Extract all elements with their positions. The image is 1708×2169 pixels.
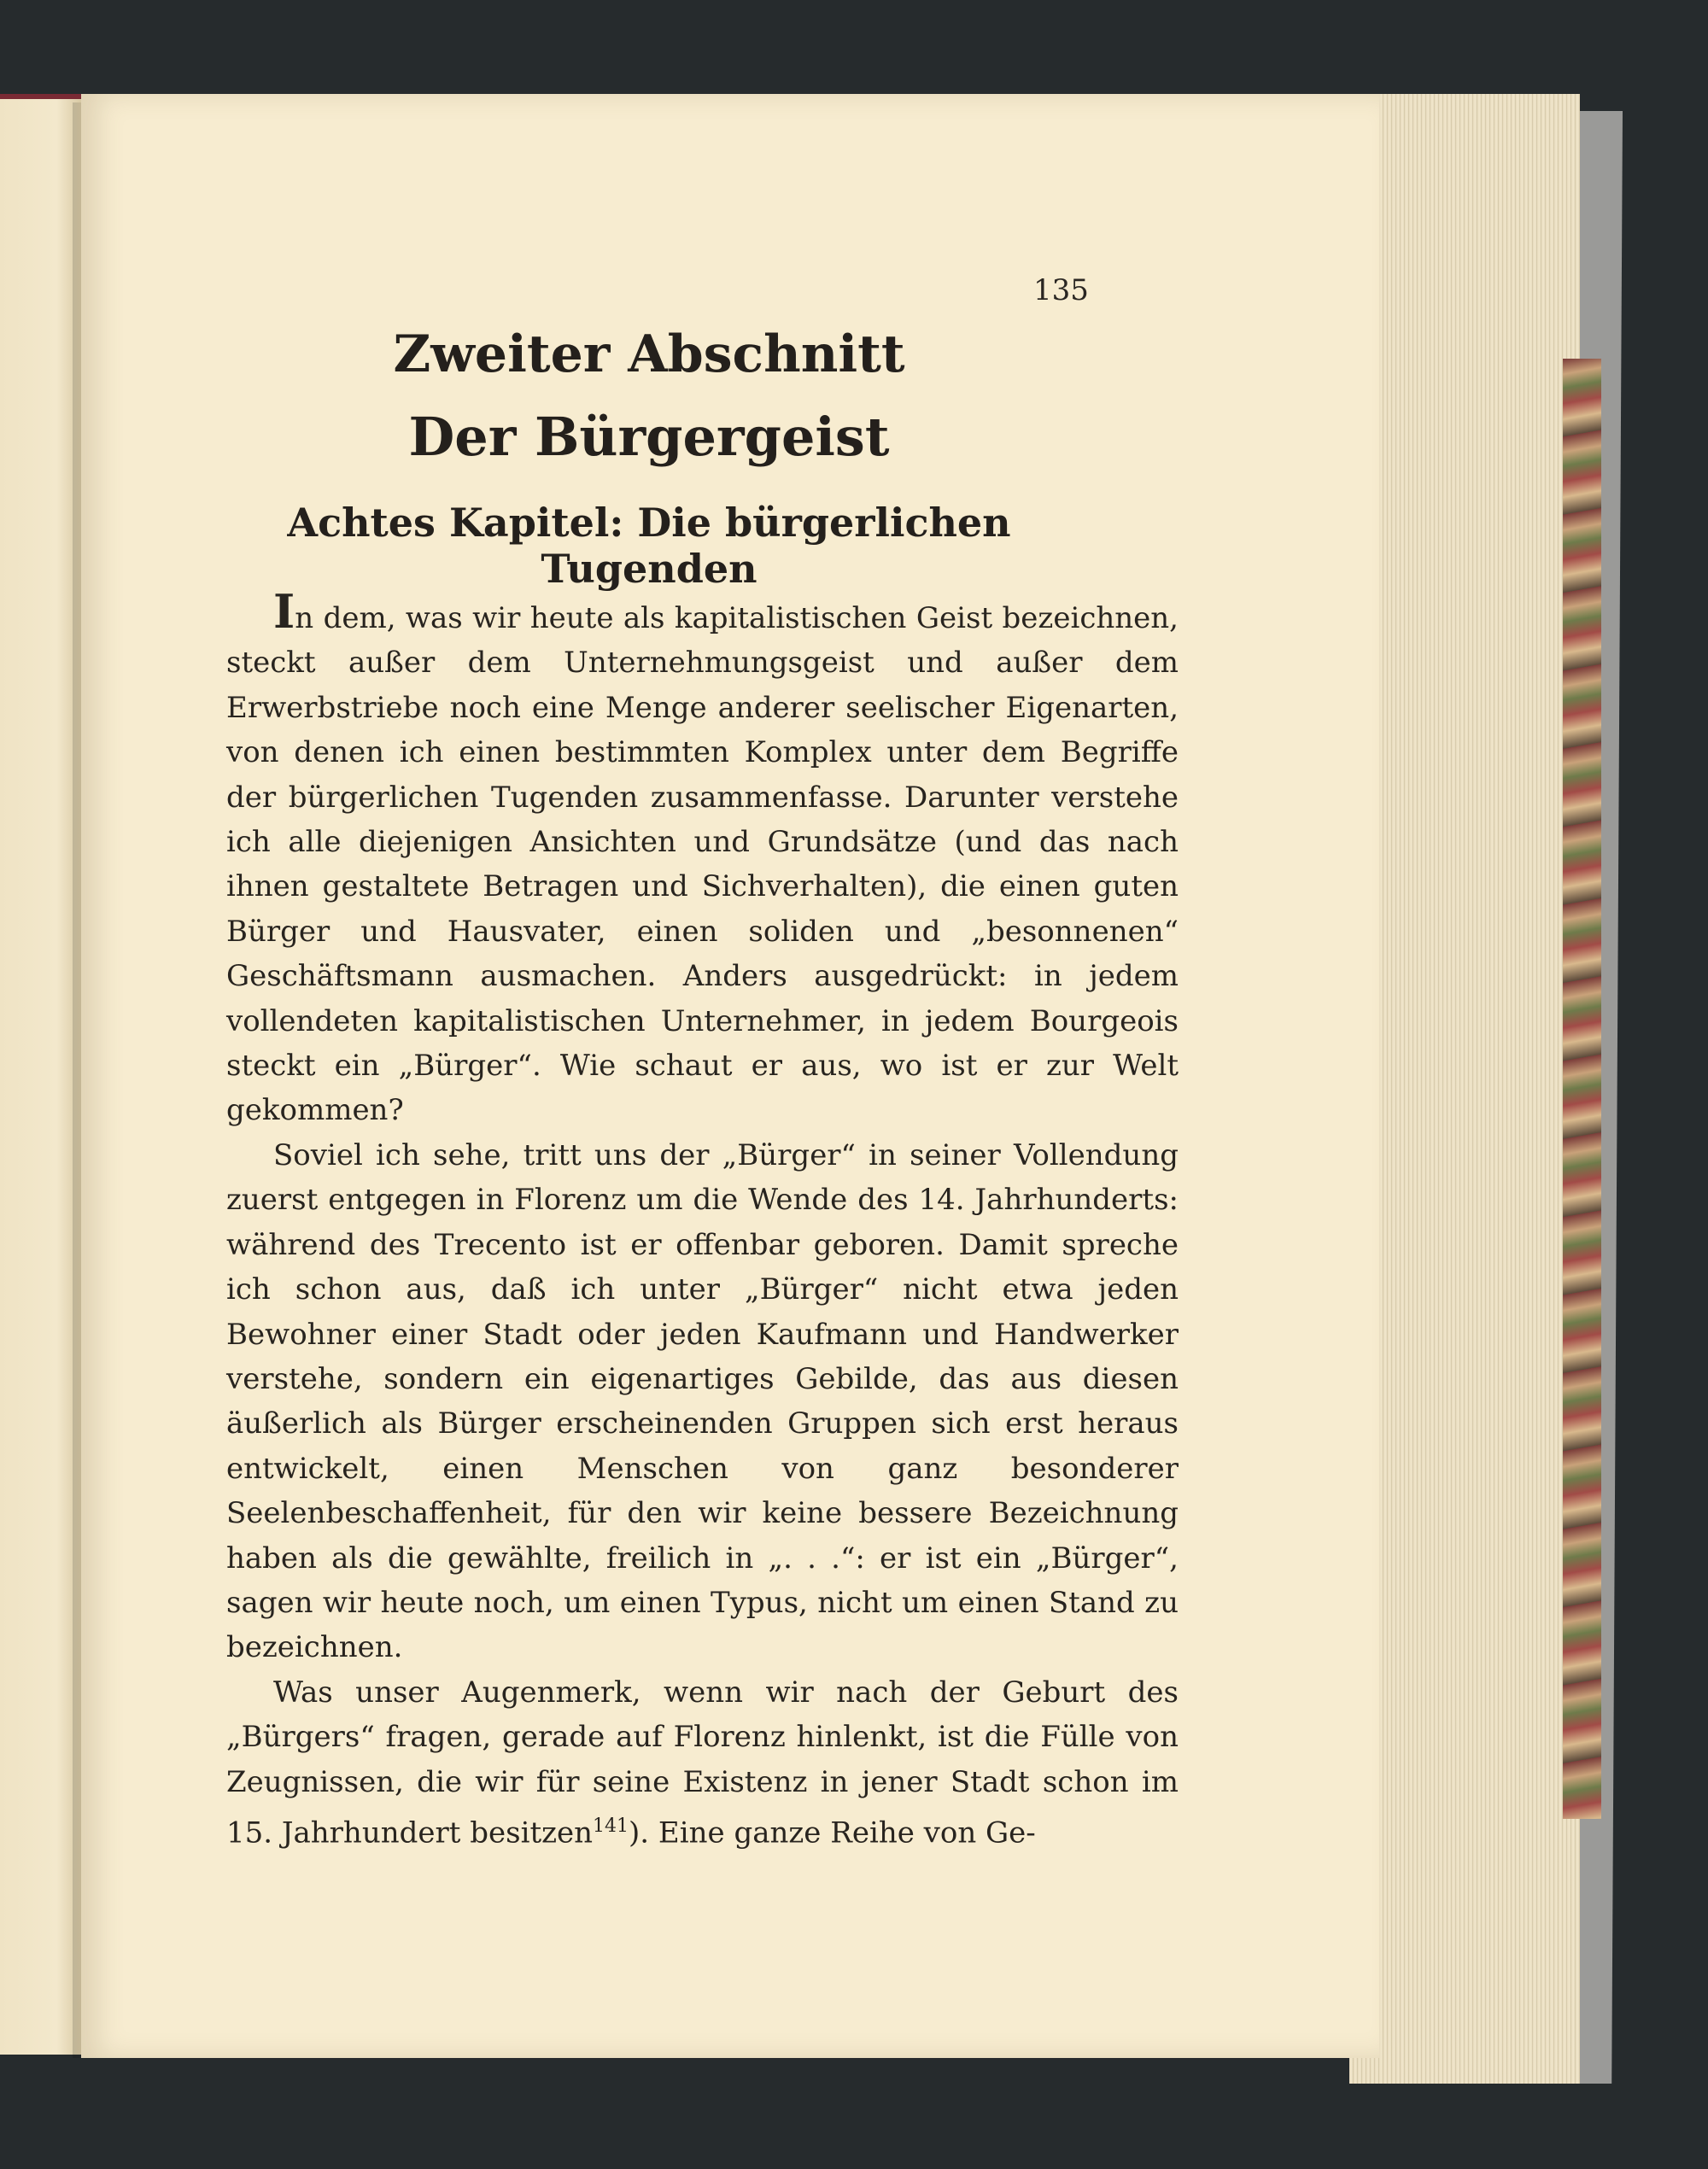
paragraph-tail: ). Eine ganze Reihe von Ge- (629, 1815, 1036, 1850)
left-page-edge (0, 94, 81, 2055)
marbled-edge (1563, 359, 1601, 1819)
body-text (226, 584, 1179, 1856)
page-number: 135 (1033, 273, 1089, 307)
paragraph-1 (226, 584, 1179, 1133)
page-block-edges (1349, 94, 1580, 2084)
drop-cap: I (273, 584, 295, 639)
book-page (81, 94, 1379, 2058)
paragraph-text: Soviel ich sehe, tritt uns der „Bürger“ in seiner Vollendung zuerst entgegen in Florenz um die Wende des 14. Jahrhunderts: während des Trecento ist er offenbar geboren. Damit spreche ich schon aus, daß ich unter „Bürger“ nicht etwa jeden Bewohner einer Stadt oder jeden Kaufmann und Handwerker verstehe, sondern ein eigenartiges Gebilde, das aus diesen äußerlich als Bürger erscheinenden Gruppen sich erst heraus entwickelt, einen Menschen von ganz besonderer Seelenbeschaffenheit, für den wir keine bessere Bezeichnung haben als die gewählte, freilich in „. . .“: er ist ein „Bürger“, sagen wir heute noch, um einen Typus, nicht um einen Stand zu bezeichnen. (226, 1137, 1179, 1665)
paragraph-text: Was unser Augenmerk, wenn wir nach der Geburt des „Bürgers“ fragen, gerade auf Florenz hinlenkt, ist die Fülle von Zeugnissen, die wir für seine Existenz in jener Stadt schon im 15. Jahrhundert besitzen (226, 1675, 1179, 1850)
part-title: Der Bürgergeist (408, 406, 890, 468)
paragraph-2 (226, 1133, 1179, 1670)
paragraph-3 (226, 1670, 1179, 1856)
chapter-title: Achtes Kapitel: Die bürgerlichen Tugenden (287, 500, 1011, 592)
footnote-marker: 141 (593, 1815, 629, 1837)
paragraph-text: n dem, was wir heute als kapitalistischen Geist bezeichnen, steckt außer dem Unternehmungsgeist und außer dem Erwerbstriebe noch eine Menge anderer seelischer Eigenarten, von denen ich einen bestimmten Komplex unter dem Begriffe der bürgerlichen Tugenden zusammenfasse. Darunter verstehe ich alle diejenigen Ansichten und Grundsätze (und das nach ihnen gestaltete Betragen und Sichverhalten), die einen guten Bürger und Hausvater, einen soliden und „besonnenen“ Geschäftsmann ausmachen. Anders ausgedrückt: in jedem vollendeten kapitalistischen Unternehmer, in jedem Bourgeois steckt ein „Bürger“. Wie schaut er aus, wo ist er zur Welt gekommen? (226, 601, 1179, 1128)
section-title: Zweiter Abschnitt (393, 324, 905, 384)
